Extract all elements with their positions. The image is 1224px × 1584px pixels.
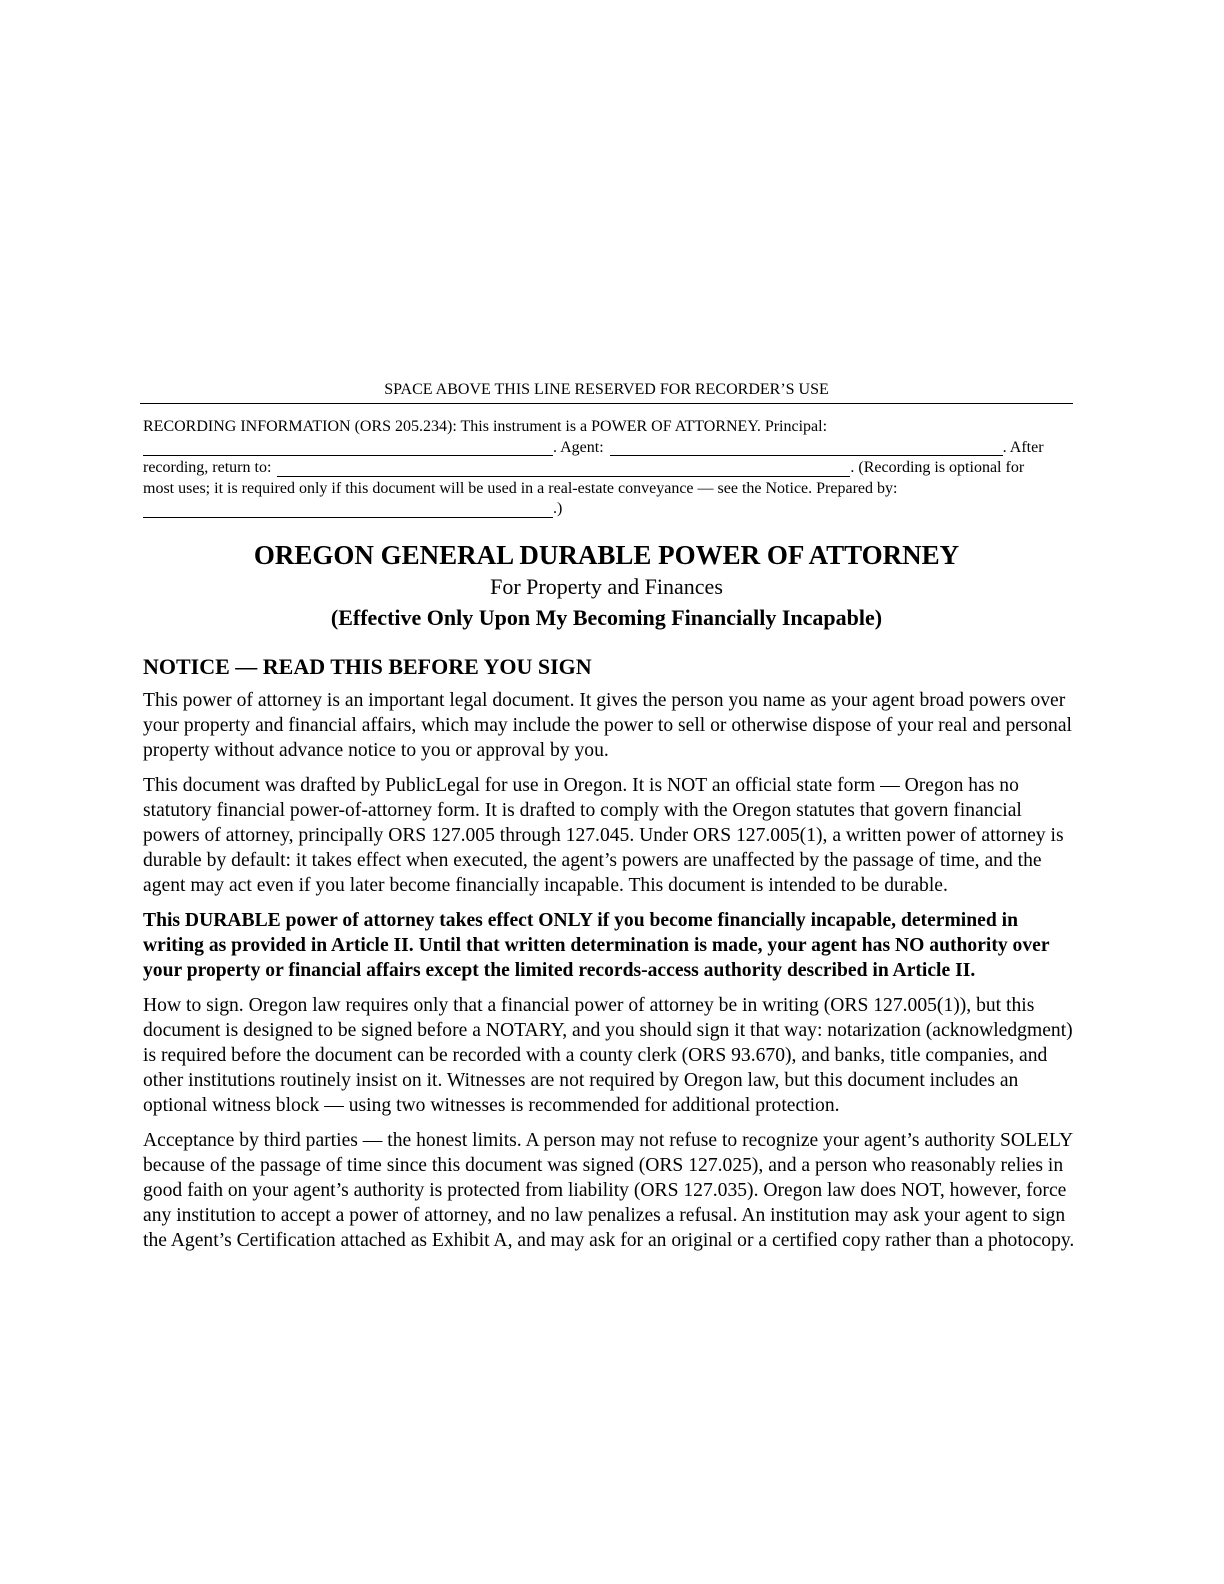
recorder-divider-line (140, 403, 1073, 404)
recording-info-closing: .) (553, 500, 563, 517)
recording-info-line-2 (143, 438, 1055, 459)
recording-information-block (143, 417, 1055, 520)
recording-info-line-3 (143, 458, 1055, 479)
notice-paragraph-1: This power of attorney is an important legal document. It gives the person you name as your agent broad powers over your property and financial affairs, which may include the power to sell or otherwise dispose of your real and personal property without advance notice to you or approval by you. (143, 690, 1072, 761)
recording-info-line-5 (143, 499, 1055, 520)
title-block (140, 538, 1073, 634)
recording-info-intro: RECORDING INFORMATION (ORS 205.234): This instrument is a POWER OF ATTORNEY. Principal: (143, 418, 828, 435)
principal-name-blank[interactable] (143, 440, 553, 456)
recorder-space-label: SPACE ABOVE THIS LINE RESERVED FOR RECORDER’S USE (384, 381, 829, 398)
recording-info-line-4 (143, 479, 1055, 500)
document-title: OREGON GENERAL DURABLE POWER OF ATTORNEY (253, 540, 960, 570)
recording-optional-note: . (Recording is optional for (850, 459, 1025, 476)
recording-info-line-1 (143, 417, 1055, 438)
document-subtitle: For Property and Finances (490, 574, 723, 599)
after-label: . After (1002, 438, 1044, 456)
agent-label: . Agent: (553, 438, 604, 456)
notice-paragraph-2: This document was drafted by PublicLegal for use in Oregon. It is NOT an official state form — Oregon has no statutory financial power-of-attorney form. It is drafted to comply with the Oregon statutes that govern financial powers of attorney, principally ORS 127.005 through 127.045. Under ORS 127.005(1), a written power of attorney is durable by default: it takes effect when executed, the agent’s powers are unaffected by the passage of time, and the agent may act even if you later become financially incapable. This document is intended to be durable. (143, 775, 1064, 896)
notice-paragraph-3: This DURABLE power of attorney takes effect ONLY if you become financially incapable, determined in writing as provided in Article II. Until that written determination is made, your agent has NO authority over your property or financial affairs except the limited records-access authority described in Article II. (143, 910, 1050, 981)
prepared-by-line: most uses; it is required only if this document will be used in a real-estate conveyance — see the Notice. Prepared by: (143, 479, 898, 497)
agent-name-blank[interactable] (610, 440, 1003, 456)
return-to-blank[interactable] (277, 461, 850, 477)
prepared-by-blank[interactable] (143, 502, 553, 518)
notice-section (143, 652, 1075, 1263)
notice-paragraph-5: Acceptance by third parties — the honest limits. A person may not refuse to recognize your agent’s authority SOLELY because of the passage of time since this document was signed (ORS 127.025), and a person who reasonably relies in good faith on your agent’s authority is protected from liability (ORS 127.035). Oregon law does NOT, however, force any institution to accept a power of attorney, and no law penalizes a refusal. An institution may ask your agent to sign the Agent’s Certification attached as Exhibit A, and may ask for an original or a certified copy rather than a photocopy. (143, 1130, 1075, 1251)
notice-paragraph-4: How to sign. Oregon law requires only that a financial power of attorney be in writing (ORS 127.005(1)), but this document is designed to be signed before a NOTARY, and you should sign it that way: notarization (acknowledgment) is required before the document can be recorded with a county clerk (ORS 93.670), and banks, title companies, and other institutions routinely insist on it. Witnesses are not required by Oregon law, but this document includes an optional witness block — using two witnesses is recommended for additional protection. (143, 995, 1073, 1116)
effective-condition: (Effective Only Upon My Becoming Financially Incapable) (330, 605, 883, 630)
notice-heading: NOTICE — READ THIS BEFORE YOU SIGN (143, 654, 592, 679)
recording-return-label: recording, return to: (143, 459, 272, 476)
